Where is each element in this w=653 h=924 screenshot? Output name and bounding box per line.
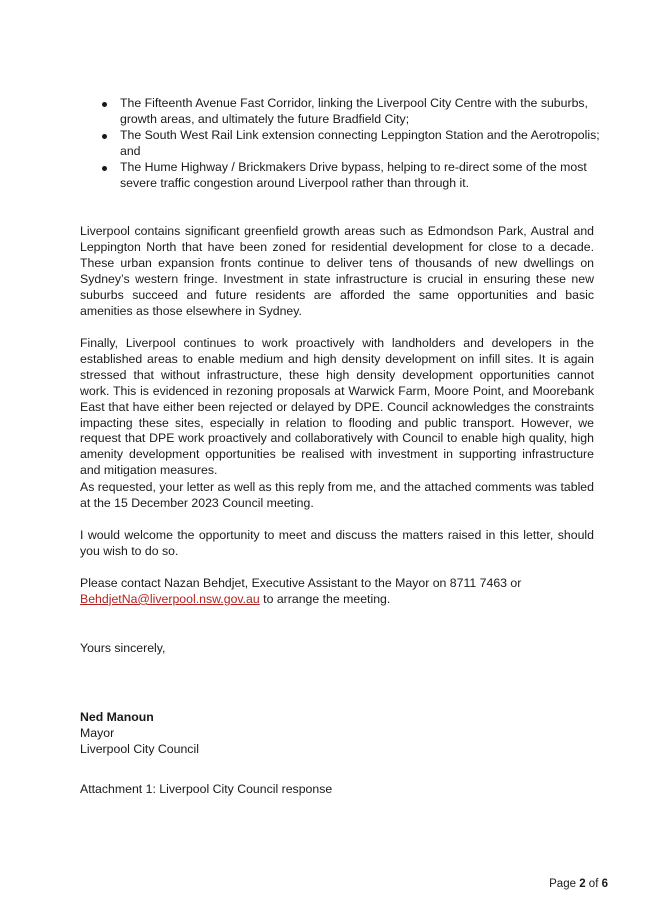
paragraph-greenfield-growth: Liverpool contains significant greenfield growth areas such as Edmondson Park, Austral and Leppington North that have been zoned for residential development for close to a decade. These urban expansion fronts continue to deliver tens of thousands of new dwellings on Sydney’s western fringe. Investment in state infrastructure is crucial in ensuring these new suburbs succeed and future residents are afforded the same opportunities and basic amenities as those elsewhere in Sydney.: [80, 224, 594, 318]
attachment-note: Attachment 1: Liverpool City Council response: [80, 782, 333, 796]
bullet-item: The South West Rail Link extension connecting Leppington Station and the Aerotropolis; and: [80, 128, 600, 160]
bullet-dot-icon: [102, 102, 107, 107]
signatory-name: Ned Manoun: [80, 710, 154, 724]
signatory-organisation: Liverpool City Council: [80, 741, 199, 756]
signature-block: [80, 710, 199, 758]
closing-salutation: Yours sincerely,: [80, 641, 166, 655]
bullet-item: The Hume Highway / Brickmakers Drive bypass, helping to re-direct some of the most severe traffic congestion around Liverpool rather than through it.: [80, 160, 600, 192]
bullet-dot-icon: [102, 166, 107, 171]
bullet-item: The Fifteenth Avenue Fast Corridor, linking the Liverpool City Centre with the suburbs, growth areas, and ultimately the future Bradfield City;: [80, 96, 600, 128]
page-number: Page 2 of 6: [549, 878, 608, 890]
email-link[interactable]: BehdjetNa@liverpool.nsw.gov.au: [80, 591, 260, 606]
paragraph-meeting-request: I would welcome the opportunity to meet and discuss the matters raised in this letter, should you wish to do so.: [80, 528, 594, 558]
paragraph-infill-development: Finally, Liverpool continues to work proactively with landholders and developers in the established areas to enable medium and high density development on infill sites. It is again stressed that without infrastructure, these high density development opportunities cannot work. This is evidenced in rezoning proposals at Warwick Farm, Moore Point, and Moorebank East that have either been rejected or delayed by DPE. Council acknowledges the constraints impacting these sites, especially in relation to flooding and public transport. However, we request that DPE work proactively and collaboratively with Council to enable high quality, high amenity development opportunities be realised with investment in supporting infrastructure and mitigation measures.: [80, 336, 594, 478]
signatory-title: Mayor: [80, 725, 115, 740]
infrastructure-bullet-list: [80, 96, 600, 191]
paragraph-contact: Please contact Nazan Behdjet, Executive Assistant to the Mayor on 8711 7463 or BehdjetNa@liverpool.nsw.gov.au to arrange the meeting.: [80, 576, 522, 606]
paragraph-council-meeting: As requested, your letter as well as this reply from me, and the attached comments was tabled at the 15 December 2023 Council meeting.: [80, 480, 594, 510]
bullet-dot-icon: [102, 134, 107, 139]
